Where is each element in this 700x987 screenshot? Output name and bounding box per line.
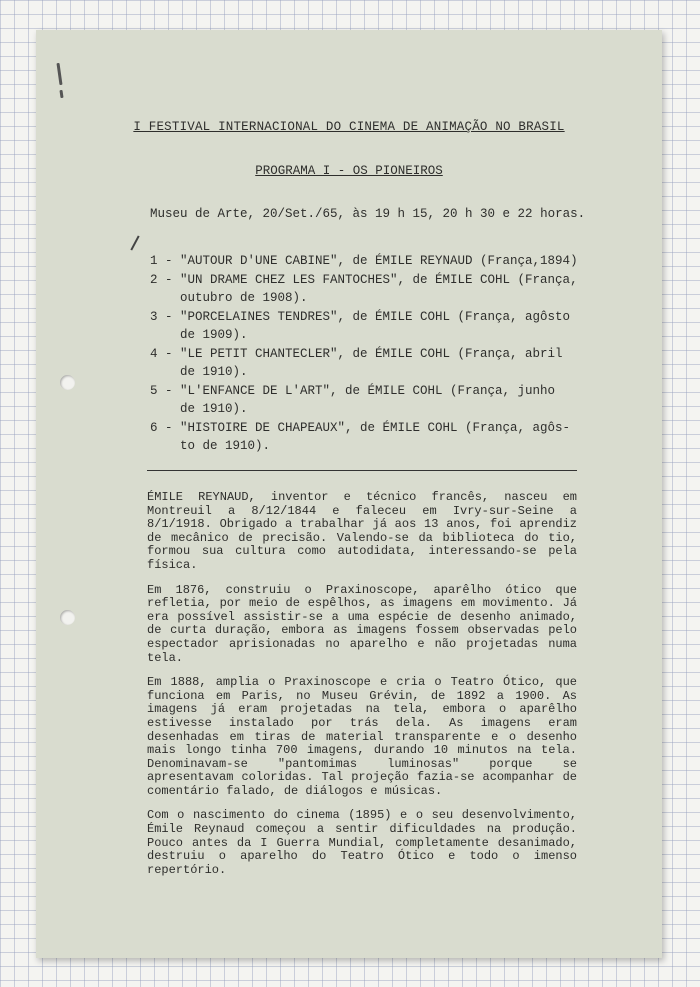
film-item	[150, 419, 590, 456]
film-number: 3 -	[150, 309, 173, 324]
film-number: 2 -	[150, 272, 173, 287]
staple-mark	[56, 63, 62, 85]
film-entry	[180, 308, 590, 345]
film-line: outubro de 1908).	[180, 291, 308, 305]
film-number: 4 -	[150, 346, 173, 361]
film-item	[150, 308, 590, 345]
film-line: de 1910).	[180, 365, 248, 379]
venue-line: Museu de Arte, 20/Set./65, às 19 h 15, 20 h 30 e 22 horas.	[150, 207, 586, 221]
program-title: PROGRAMA I - OS PIONEIROS	[255, 164, 443, 178]
punch-hole	[60, 375, 75, 390]
film-item	[150, 382, 590, 419]
bio-paragraph: Com o nascimento do cinema (1895) e o seu desenvolvimento, Émile Reynaud começou a sentir dificuldades na produção. Pouco antes da I Guerra Mundial, completamente desanimado, destruiu o aparelho do Teatro Ótico e todo o imenso repertório.	[147, 808, 577, 877]
film-item	[150, 252, 590, 271]
film-line: "LE PETIT CHANTECLER", de ÉMILE COHL (França, abril	[180, 346, 563, 361]
film-entry	[180, 271, 590, 308]
pen-tick-mark	[130, 235, 139, 250]
film-line: "PORCELAINES TENDRES", de ÉMILE COHL (França, agôsto	[180, 309, 571, 324]
film-entry	[180, 419, 590, 456]
bio-paragraph: ÉMILE REYNAUD, inventor e técnico francês, nasceu em Montreuil a 8/12/1844 e faleceu em Ivry-sur-Seine a 8/1/1918. Obrigado a trabalhar já aos 13 anos, foi aprendiz de mecânico de precisão. Valendo-se da biblioteca do tio, formou sua cultura como autodidata, interessando-se pela física.	[147, 490, 577, 572]
film-line: "HISTOIRE DE CHAPEAUX", de ÉMILE COHL (França, agôs-	[180, 420, 571, 435]
film-entry	[180, 345, 590, 382]
film-line: "L'ENFANCE DE L'ART", de ÉMILE COHL (França, junho	[180, 383, 556, 398]
film-line: de 1910).	[180, 402, 248, 416]
film-line: "UN DRAME CHEZ LES FANTOCHES", de ÉMILE COHL (França,	[180, 272, 578, 287]
section-divider	[147, 470, 577, 471]
film-entry	[180, 252, 590, 271]
film-line: de 1909).	[180, 328, 248, 342]
festival-title: I FESTIVAL INTERNACIONAL DO CINEMA DE ANIMAÇÃO NO BRASIL	[133, 120, 565, 134]
film-number: 5 -	[150, 383, 173, 398]
film-list	[150, 252, 590, 456]
staple-mark	[59, 90, 63, 98]
film-number: 6 -	[150, 420, 173, 435]
punch-hole	[60, 610, 75, 625]
film-line: "AUTOUR D'UNE CABINE", de ÉMILE REYNAUD (França,1894)	[180, 254, 578, 268]
film-line: to de 1910).	[180, 439, 271, 453]
bio-paragraph: Em 1888, amplia o Praxinoscope e cria o Teatro Ótico, que funciona em Paris, no Museu Grévin, de 1892 a 1900. As imagens já eram projetadas na tela, embora o aparêlho estivesse instalado por trás dela. As imagens eram desenhadas em tiras de material transparente e o desenho mais longo tinha 700 imagens, durando 10 minutos na tela. Denominavam-se "pantomimas luminosas" porque se apresentavam coloridas. Tal projeção fazia-se acompanhar de comentário falado, de diálogos e músicas.	[147, 675, 577, 798]
typed-page	[36, 30, 662, 958]
film-entry	[180, 382, 590, 419]
film-item	[150, 345, 590, 382]
biography	[147, 491, 577, 888]
film-number: 1 -	[150, 254, 173, 268]
bio-paragraph: Em 1876, construiu o Praxinoscope, aparêlho ótico que refletia, por meio de espêlhos, as imagens em movimento. Já era possível assistir-se a uma espécie de desenho animado, de curta duração, embora as imagens fossem observadas pelo espectador aprisionadas no aparelho e não projetadas numa tela.	[147, 582, 577, 665]
film-item	[150, 271, 590, 308]
